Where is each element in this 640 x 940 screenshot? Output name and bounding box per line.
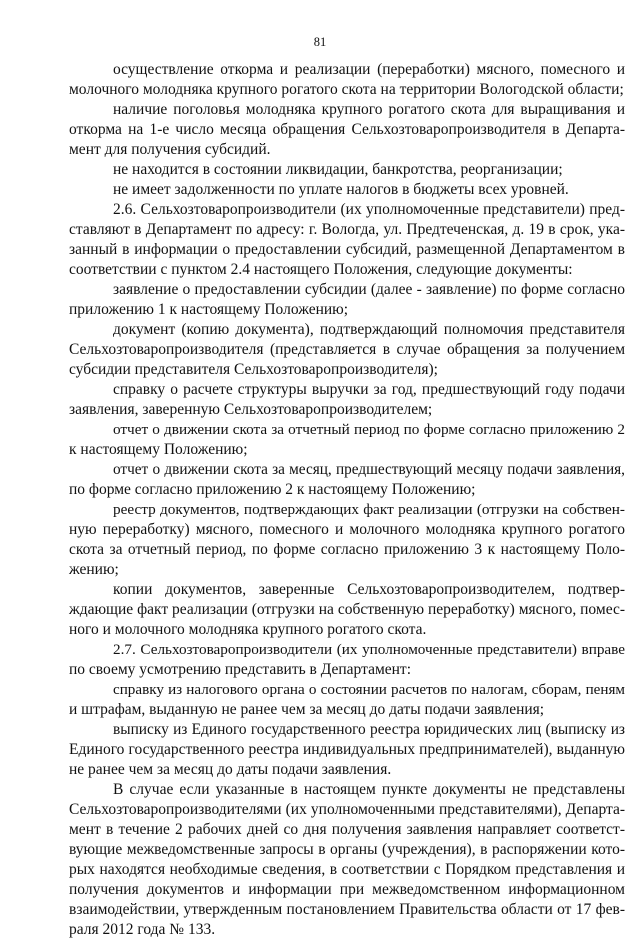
text-line: к настоящему Положению; [69, 441, 248, 458]
text-line: соответствии с пунктом 2.4 настоящего Положения, следующие документы: [69, 261, 573, 278]
text-line: откорма на 1-е число месяца обращения Сельхозтоваропроизводителя в Департа- [69, 121, 625, 138]
text-line: документ (копию документа), подтверждающий полномочия представителя [113, 321, 625, 338]
document-body [69, 60, 625, 940]
text-line: вующие межведомственные запросы в органы (учреждения), в распоряжении кото- [69, 841, 625, 858]
text-line: ную переработку) мясного, помесного и молочного молодняка крупного рогатого [69, 521, 625, 538]
text-line: мент в течение 2 рабочих дней со дня получения заявления направляет соответст- [69, 821, 625, 838]
text-line: субсидии представителя Сельхозтоваропроизводителя); [69, 361, 438, 378]
text-line: занный в информации о предоставлении субсидий, размещенной Департаментом в [69, 241, 625, 258]
text-line: копии документов, заверенные Сельхозтоваропроизводителем, подтвер- [113, 581, 625, 598]
text-line: В случае если указанные в настоящем пункте документы не представлены [113, 781, 625, 798]
text-line: жению; [69, 561, 119, 578]
text-line: мент для получения субсидий. [69, 141, 271, 158]
text-line: не имеет задолженности по уплате налогов в бюджеты всех уровней. [113, 181, 569, 198]
text-line: справку из налогового органа о состоянии расчетов по налогам, сборам, пеням [113, 682, 625, 698]
text-line: справку о расчете структуры выручки за год, предшествующий году подачи [113, 381, 625, 398]
text-line: заявление о предоставлении субсидии (далее - заявление) по форме согласно [113, 281, 625, 298]
text-line: Сельхозтоваропроизводителями (их уполномоченными представителями), Департа- [69, 801, 625, 818]
text-line: выписку из Единого государственного реестра юридических лиц (выписку из [113, 721, 625, 738]
text-line: отчет о движении скота за месяц, предшествующий месяцу подачи заявления, [113, 461, 625, 478]
text-line: получения документов и информации при межведомственном информационном [69, 881, 625, 898]
text-line: наличие поголовья молодняка крупного рогатого скота для выращивания и [113, 101, 625, 118]
text-line: Единого государственного реестра индивидуальных предпринимателей), выданную [69, 741, 625, 758]
text-line: ного и молочного молодняка крупного рогатого скота. [69, 621, 427, 638]
text-line: скота за отчетный период, по форме согласно приложению 3 к настоящему Поло- [69, 541, 625, 558]
text-line: 2.7. Сельхозтоваропроизводители (их уполномоченные представители) вправе [113, 641, 625, 658]
text-line: отчет о движении скота за отчетный период по форме согласно приложению 2 [113, 421, 625, 438]
text-line: ставляют в Департамент по адресу: г. Вологда, ул. Предтеченская, д. 19 в срок, ука- [69, 221, 625, 238]
text-line: не находится в состоянии ликвидации, банкротства, реорганизации; [113, 161, 563, 178]
text-line: заявления, заверенную Сельхозтоваропроизводителем; [69, 401, 433, 418]
page-number: 81 [313, 35, 327, 49]
text-line: взаимодействии, утвержденным постановлением Правительства области от 17 фев- [69, 901, 625, 918]
text-line: ждающие факт реализации (отгрузки на собственную переработку) мясного, помес- [69, 601, 625, 618]
text-line: приложению 1 к настоящему Положению; [69, 301, 349, 318]
text-line: по форме согласно приложению 2 к настоящему Положению; [69, 481, 476, 498]
text-line: 2.6. Сельхозтоваропроизводители (их уполномоченные представители) пред- [113, 201, 625, 218]
text-line: не ранее чем за месяц до даты подачи заявления. [69, 761, 392, 778]
text-line: молочного молодняка крупного рогатого скота на территории Вологодской области; [69, 81, 624, 98]
text-line: Сельхозтоваропроизводителя (представляется в случае обращения за получением [69, 341, 625, 358]
text-line: рых находятся необходимые сведения, в соответствии с Порядком представления и [69, 861, 625, 878]
text-line: реестр документов, подтверждающих факт реализации (отгрузки на собствен- [113, 501, 625, 518]
text-line: и штрафам, выданную не ранее чем за месяц до даты подачи заявления; [69, 701, 545, 718]
text-line: по своему усмотрению представить в Департамент: [69, 661, 412, 678]
text-line: раля 2012 года № 133. [69, 921, 216, 938]
text-line: осуществление откорма и реализации (переработки) мясного, помесного и [113, 61, 625, 78]
